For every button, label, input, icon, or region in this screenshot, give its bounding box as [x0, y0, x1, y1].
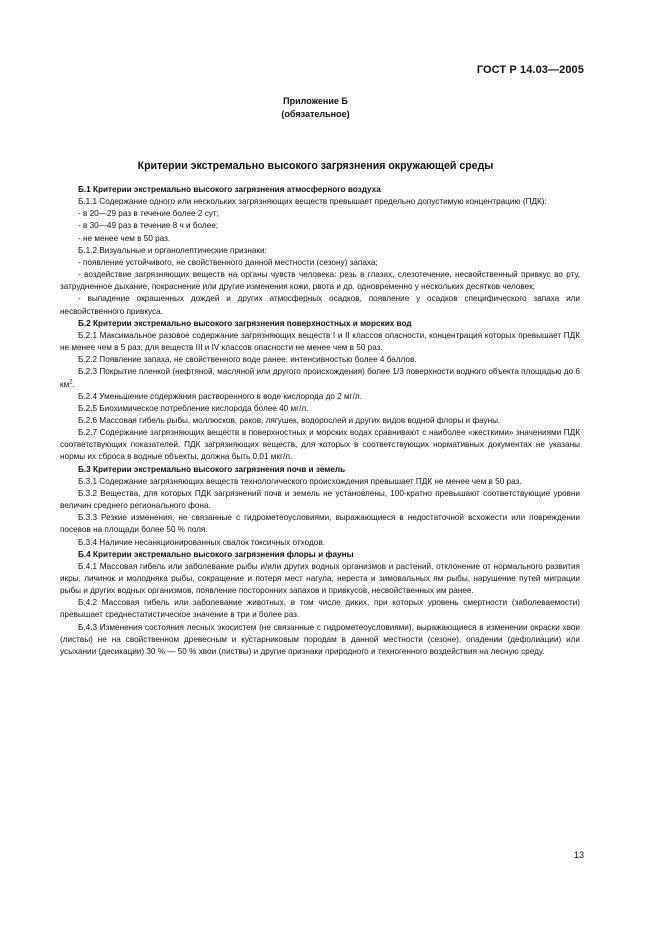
appendix-heading: [0, 95, 631, 121]
section-heading: Б.3 Критерии экстремально высокого загрязнения почв и земель: [78, 464, 346, 474]
paragraph: Б.1.1 Содержание одного или нескольких загрязняющих веществ превышает предельно допустимую концентрацию (ПДК):: [78, 197, 547, 207]
page-number: 13: [573, 850, 584, 860]
appendix-status: (обязательное): [281, 109, 350, 119]
page-title: Критерии экстремально высокого загрязнения окружающей среды: [137, 160, 494, 172]
appendix-label: Приложение Б: [283, 96, 348, 106]
paragraph: Б.2.4 Уменьшение содержания растворенного в воде кислорода до 2 мг/л.: [78, 391, 362, 401]
paragraph: - не менее чем в 50 раз.: [78, 233, 171, 243]
paragraph: Б.2.2 Появление запаха, не свойственного воде ранее, интенсивностью более 4 баллов.: [78, 355, 417, 365]
paragraph: - в 30—49 раз в течение 8 ч и более;: [78, 221, 219, 231]
paragraph: Б.4.2 Массовая гибель или заболевание животных, в том числе диких, при которых уровень смертности (заболеваемости) превышает среднестатистическое значение в три и более раз.: [60, 598, 580, 620]
paragraph: - воздействие загрязняющих веществ на органы чувств человека: резь в глазах, слезотечение, несвойственный привкус во рту, затрудненное дыхание, покраснение или другие изменения кожи, рвота и др. одновременно у нескольких десятков человек;: [60, 270, 580, 292]
paragraph: Б.4.1 Массовая гибель или заболевание рыбы и/или других водных организмов и растений, отклонение от нормального развития икры, личинок и молодняка рыбы, сокращение и потеря мест нагула, нереста и зимовальных ям рыбы, нарушение путей миграции рыбы и других водных организмов, появление посторонних запахов и привкусов, несвойственных им ранее.: [60, 561, 580, 596]
paragraph: - выпадение окрашенных дождей и других атмосферных осадков, появление у осадков специфического запаха или несвойственного привкуса.: [60, 294, 580, 316]
paragraph: Б.3.3 Резкие изменения, не связанные с гидрометеоусловиями, выражающиеся в недостаточной всхожести или повреждении посевов на площади более 50 % поля.: [60, 513, 580, 535]
document-header: ГОСТ Р 14.03—2005: [476, 64, 584, 76]
document-body: [60, 184, 580, 658]
paragraph: Б.2.5 Биохимическое потребление кислорода более 40 мг/л.: [78, 403, 309, 413]
paragraph: Б.4.3 Изменения состояния лесных экосистем (не связанные с гидрометеоусловиями), выражающиеся в изменении окраски хвои (листвы) не на свойственном древесным и кустарниковым породам в данной местности (сезоне), опадении (дефолиации) или усыхании (десикации) 30 % — 50 % хвои (листвы) и другие признаки природного и техногенного воздействия на лесную среду.: [60, 622, 580, 656]
paragraph: Б.2.7 Содержание загрязняющих веществ в поверхностных и морских водах сравнивают с наиболее «жесткими» значениями ПДК соответствующих показателей. ПДК загрязняющих веществ, для которых в соответствующих нормативных документах не указаны нормы их сброса в водные объекты, должна быть 0,01 мкг/л.: [60, 428, 580, 462]
paragraph: Б.1.2 Визуальные и органолептические признаки:: [78, 245, 267, 255]
paragraph: Б.2.6 Массовая гибель рыбы, моллюсков, раков, лягушек, водорослей и других видов водной флоры и фауны.: [78, 415, 501, 425]
paragraph: Б.3.1 Содержание загрязняющих веществ технологического происхождения превышает ПДК не менее чем в 50 раз.: [78, 476, 522, 486]
paragraph: Б.3.2 Вещества, для которых ПДК загрязнений почв и земель не установлены, 100-кратно превышают соответствующие уровни величин среднего регионального фона.: [60, 488, 580, 511]
paragraph: - появление устойчивого, не свойственного данной местности (сезону) запаха;: [78, 257, 378, 267]
section-heading: Б.4 Критерии экстремально высокого загрязнения флоры и фауны: [78, 549, 354, 559]
section-heading: Б.2 Критерии экстремально высокого загрязнения поверхностных и морских вод: [78, 318, 412, 328]
paragraph: Б.3.4 Наличие несанкционированных свалок токсичных отходов.: [78, 537, 325, 547]
paragraph: Б.2.3 Покрытие пленкой (нефтяной, масляной или другого происхождения) более 1/3 поверхности водного объекта площадью до 6 $км^2$.: [60, 367, 580, 389]
section-heading: Б.1 Критерии экстремально высокого загрязнения атмосферного воздуха: [78, 185, 381, 194]
paragraph: - в 20—29 раз в течение более 2 сут;: [78, 209, 219, 219]
paragraph: Б.2.1 Максимальное разовое содержание загрязняющих веществ I и II классов опасности, концентрация которых превышает ПДК не менее чем в 5 раз, для веществ III и IV классов опасности не менее чем в 50 раз.: [60, 330, 580, 353]
